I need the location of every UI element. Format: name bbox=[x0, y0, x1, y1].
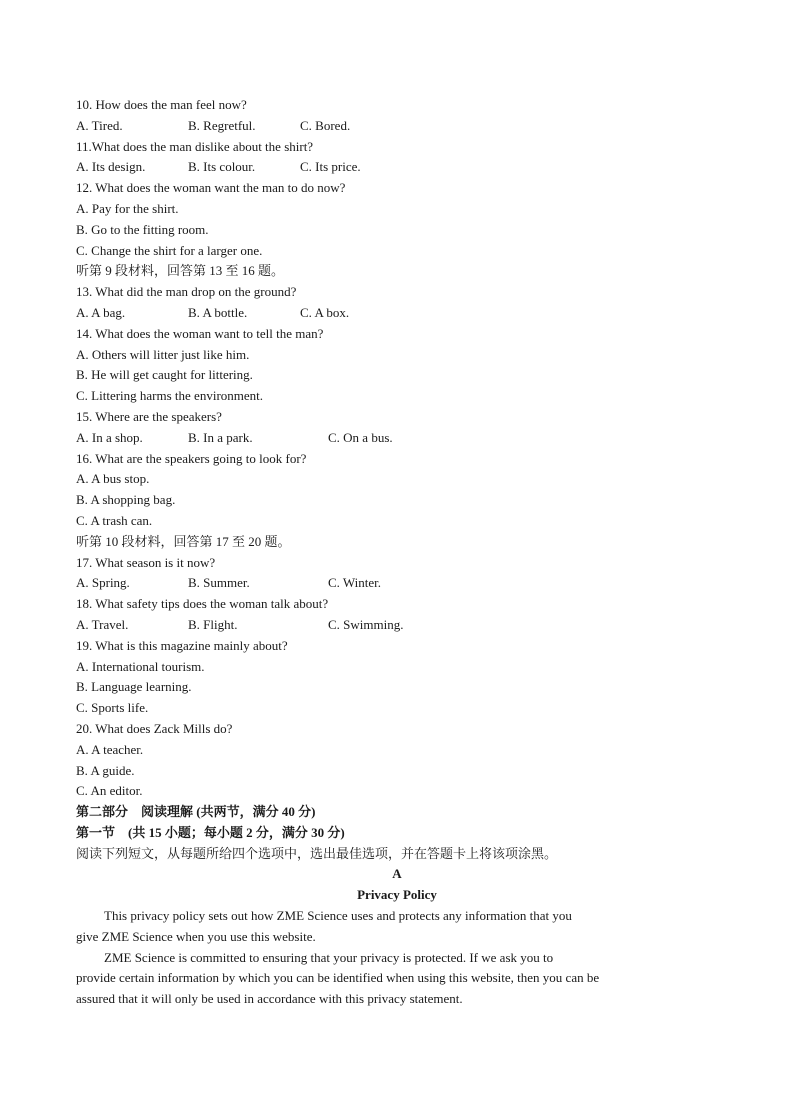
text-line: A. Others will litter just like him. bbox=[76, 346, 250, 362]
text-line: 听第 9 段材料，回答第 13 至 16 题。 bbox=[76, 263, 285, 279]
text-line: A. Pay for the shirt. bbox=[76, 200, 179, 216]
text-line: 14. What does the woman want to tell the man? bbox=[76, 325, 324, 341]
passage-title: A bbox=[392, 866, 402, 882]
option-a: A. A bag. bbox=[76, 304, 126, 320]
text-line: C. A trash can. bbox=[76, 512, 153, 528]
text-line: A. A bus stop. bbox=[76, 471, 150, 487]
option-a: A. Travel. bbox=[76, 616, 129, 632]
text-line: C. Sports life. bbox=[76, 700, 149, 716]
option-b: B. In a park. bbox=[188, 429, 253, 445]
text-line: 16. What are the speakers going to look for? bbox=[76, 450, 307, 466]
option-a: A. Its design. bbox=[76, 159, 146, 175]
options-row bbox=[76, 428, 726, 449]
option-a: A. Tired. bbox=[76, 117, 123, 133]
option-b: B. Flight. bbox=[188, 616, 238, 632]
text-line: C. Change the shirt for a larger one. bbox=[76, 242, 263, 258]
text-line: 听第 10 段材料，回答第 17 至 20 题。 bbox=[76, 533, 291, 549]
option-c: C. Its price. bbox=[300, 159, 361, 175]
text-line: provide certain information by which you can be identified when using this website, then you can be bbox=[76, 970, 600, 986]
text-line: A. International tourism. bbox=[76, 658, 205, 674]
text-line: 阅读下列短文，从每题所给四个选项中，选出最佳选项，并在答题卡上将该项涂黑。 bbox=[76, 845, 558, 861]
section-heading: 第二部分 阅读理解 (共两节，满分 40 分) bbox=[76, 804, 316, 820]
passage-title: Privacy Policy bbox=[357, 887, 437, 903]
text-line: 11.What does the man dislike about the shirt? bbox=[76, 138, 314, 154]
text-line: 10. How does the man feel now? bbox=[76, 97, 247, 112]
options-row bbox=[76, 116, 726, 137]
option-b: B. Summer. bbox=[188, 575, 250, 591]
option-b: B. Its colour. bbox=[188, 159, 256, 175]
text-line: B. A guide. bbox=[76, 762, 135, 778]
text-line: B. Language learning. bbox=[76, 679, 192, 695]
text-line: 12. What does the woman want the man to do now? bbox=[76, 180, 346, 196]
text-line: C. An editor. bbox=[76, 783, 143, 799]
text-line: B. A shopping bag. bbox=[76, 492, 176, 508]
text-line: give ZME Science when you use this website. bbox=[76, 928, 316, 944]
text-line: 18. What safety tips does the woman talk about? bbox=[76, 596, 329, 612]
text-line: 15. Where are the speakers? bbox=[76, 408, 222, 424]
paragraph-line: This privacy policy sets out how ZME Science uses and protects any information that you bbox=[104, 908, 572, 924]
section-heading: 第一节 (共 15 小题；每小题 2 分，满分 30 分) bbox=[76, 824, 345, 840]
document-page bbox=[76, 95, 726, 1010]
text-line: C. Littering harms the environment. bbox=[76, 388, 264, 404]
text-line: B. He will get caught for littering. bbox=[76, 367, 253, 383]
option-a: A. Spring. bbox=[76, 575, 130, 591]
options-row bbox=[76, 615, 726, 636]
text-line: B. Go to the fitting room. bbox=[76, 221, 209, 237]
text-line: A. A teacher. bbox=[76, 741, 144, 757]
text-line: 17. What season is it now? bbox=[76, 554, 216, 570]
option-b: B. A bottle. bbox=[188, 304, 248, 320]
options-row bbox=[76, 303, 726, 324]
options-row bbox=[76, 157, 726, 178]
option-a: A. In a shop. bbox=[76, 429, 143, 445]
option-c: C. Winter. bbox=[328, 575, 382, 591]
option-c: C. Swimming. bbox=[328, 616, 404, 632]
option-b: B. Regretful. bbox=[188, 117, 256, 133]
text-line: 19. What is this magazine mainly about? bbox=[76, 637, 288, 653]
paragraph-line: ZME Science is committed to ensuring that your privacy is protected. If we ask you to bbox=[104, 949, 554, 965]
text-line: 20. What does Zack Mills do? bbox=[76, 720, 233, 736]
option-c: C. A box. bbox=[300, 304, 350, 320]
options-row bbox=[76, 573, 726, 594]
text-line: assured that it will only be used in accordance with this privacy statement. bbox=[76, 991, 463, 1007]
text-line: 13. What did the man drop on the ground? bbox=[76, 284, 297, 300]
option-c: C. On a bus. bbox=[328, 429, 393, 445]
option-c: C. Bored. bbox=[300, 117, 351, 133]
